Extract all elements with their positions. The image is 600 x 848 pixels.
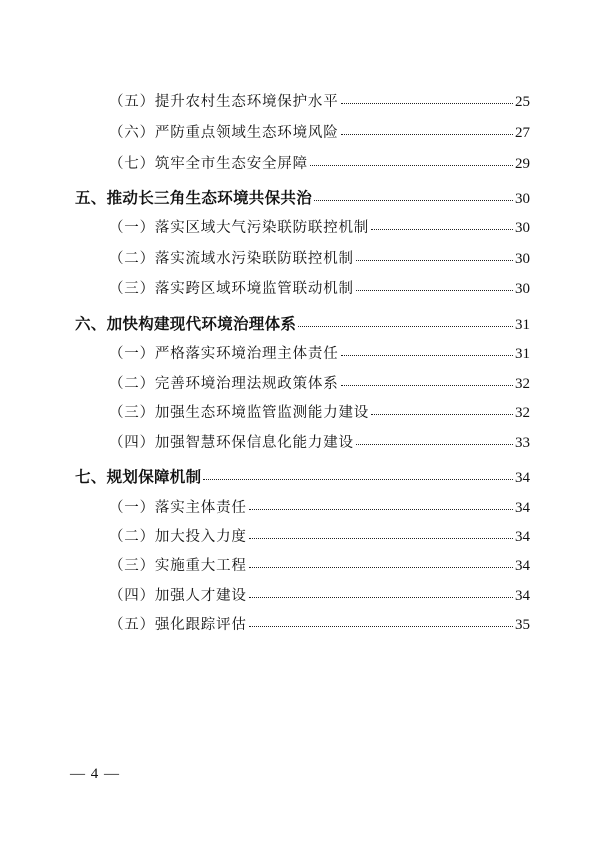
toc-entry-title: （一）严格落实环境治理主体责任 (109, 346, 339, 362)
toc-entry-title: （二）加大投入力度 (109, 529, 247, 545)
toc-entry-title: （一）落实区域大气污染联防联控机制 (109, 220, 370, 236)
toc-entry (109, 589, 530, 604)
toc-entry (109, 530, 530, 545)
toc-entry-page: 34 (515, 500, 530, 516)
toc-entry-page: 29 (515, 156, 530, 172)
toc-entry-page: 34 (515, 529, 530, 545)
toc-dot-leader (310, 165, 513, 166)
toc-entry-page: 32 (515, 405, 530, 421)
toc-entry-title: （二）落实流域水污染联防联控机制 (109, 251, 354, 267)
toc-chapter-entry (75, 470, 530, 486)
toc-dot-leader (249, 626, 513, 627)
toc-dot-leader (249, 567, 513, 568)
toc-dot-leader (341, 355, 514, 356)
toc-entry-title: （三）加强生态环境监管监测能力建设 (109, 405, 370, 421)
toc-entry-page: 30 (515, 220, 530, 236)
toc-entry-page: 25 (515, 94, 530, 110)
toc-chapter-title: 五、推动长三角生态环境共保共治 (75, 189, 313, 207)
toc-entry (109, 618, 530, 633)
toc-entry (109, 221, 530, 236)
page-number: — 4 — (70, 766, 120, 782)
toc-entry (109, 377, 530, 392)
toc-entry-title: （五）提升农村生态环境保护水平 (109, 94, 339, 110)
toc-entry (109, 559, 530, 574)
toc-dot-leader (249, 538, 513, 539)
toc-entry-page: 32 (515, 376, 530, 392)
toc-entry-title: （五）强化跟踪评估 (109, 617, 247, 633)
toc-dot-leader (341, 385, 514, 386)
toc-entry-page: 35 (515, 617, 530, 633)
toc-entry (109, 252, 530, 267)
toc-chapter-entry (75, 317, 530, 333)
toc-entry-page: 33 (515, 435, 530, 451)
toc-entry (109, 501, 530, 516)
toc-entry-title: （三）落实跨区域环境监管联动机制 (109, 281, 354, 297)
toc-entry-title: （六）严防重点领域生态环境风险 (109, 125, 339, 141)
toc-entry (109, 282, 530, 297)
toc-entry-title: （三）实施重大工程 (109, 558, 247, 574)
toc-dot-leader (356, 260, 513, 261)
toc-entry-title: （四）加强人才建设 (109, 588, 247, 604)
toc-chapter-page: 30 (515, 191, 530, 207)
toc-dot-leader (371, 229, 513, 230)
toc-dot-leader (356, 290, 513, 291)
toc-entry (109, 406, 530, 421)
toc-dot-leader (203, 479, 513, 480)
toc-entry (109, 436, 530, 451)
toc-entry-title: （一）落实主体责任 (109, 500, 247, 516)
toc-chapter-title: 七、规划保障机制 (75, 468, 202, 486)
toc-entry-page: 31 (515, 346, 530, 362)
toc-entry-page: 27 (515, 125, 530, 141)
toc-chapter-page: 31 (515, 317, 530, 333)
toc-entry-title: （二）完善环境治理法规政策体系 (109, 376, 339, 392)
toc-dot-leader (371, 414, 513, 415)
toc-entry-page: 34 (515, 558, 530, 574)
toc-entry-title: （七）筑牢全市生态安全屏障 (109, 156, 308, 172)
toc-chapter-page: 34 (515, 470, 530, 486)
toc-chapter-title: 六、加快构建现代环境治理体系 (75, 315, 297, 333)
toc-entry-page: 30 (515, 281, 530, 297)
toc-dot-leader (356, 444, 513, 445)
toc-dot-leader (314, 200, 513, 201)
toc-entry (109, 95, 530, 110)
toc-entry-page: 30 (515, 251, 530, 267)
toc-dot-leader (341, 103, 514, 104)
toc-dot-leader (249, 597, 513, 598)
toc-entry-title: （四）加强智慧环保信息化能力建设 (109, 435, 354, 451)
toc-entry (109, 157, 530, 172)
toc-dot-leader (298, 326, 513, 327)
toc-dot-leader (249, 509, 513, 510)
toc-entry (109, 347, 530, 362)
toc-chapter-entry (75, 191, 530, 207)
toc-entry (109, 126, 530, 141)
toc-entry-page: 34 (515, 588, 530, 604)
toc-dot-leader (341, 134, 514, 135)
